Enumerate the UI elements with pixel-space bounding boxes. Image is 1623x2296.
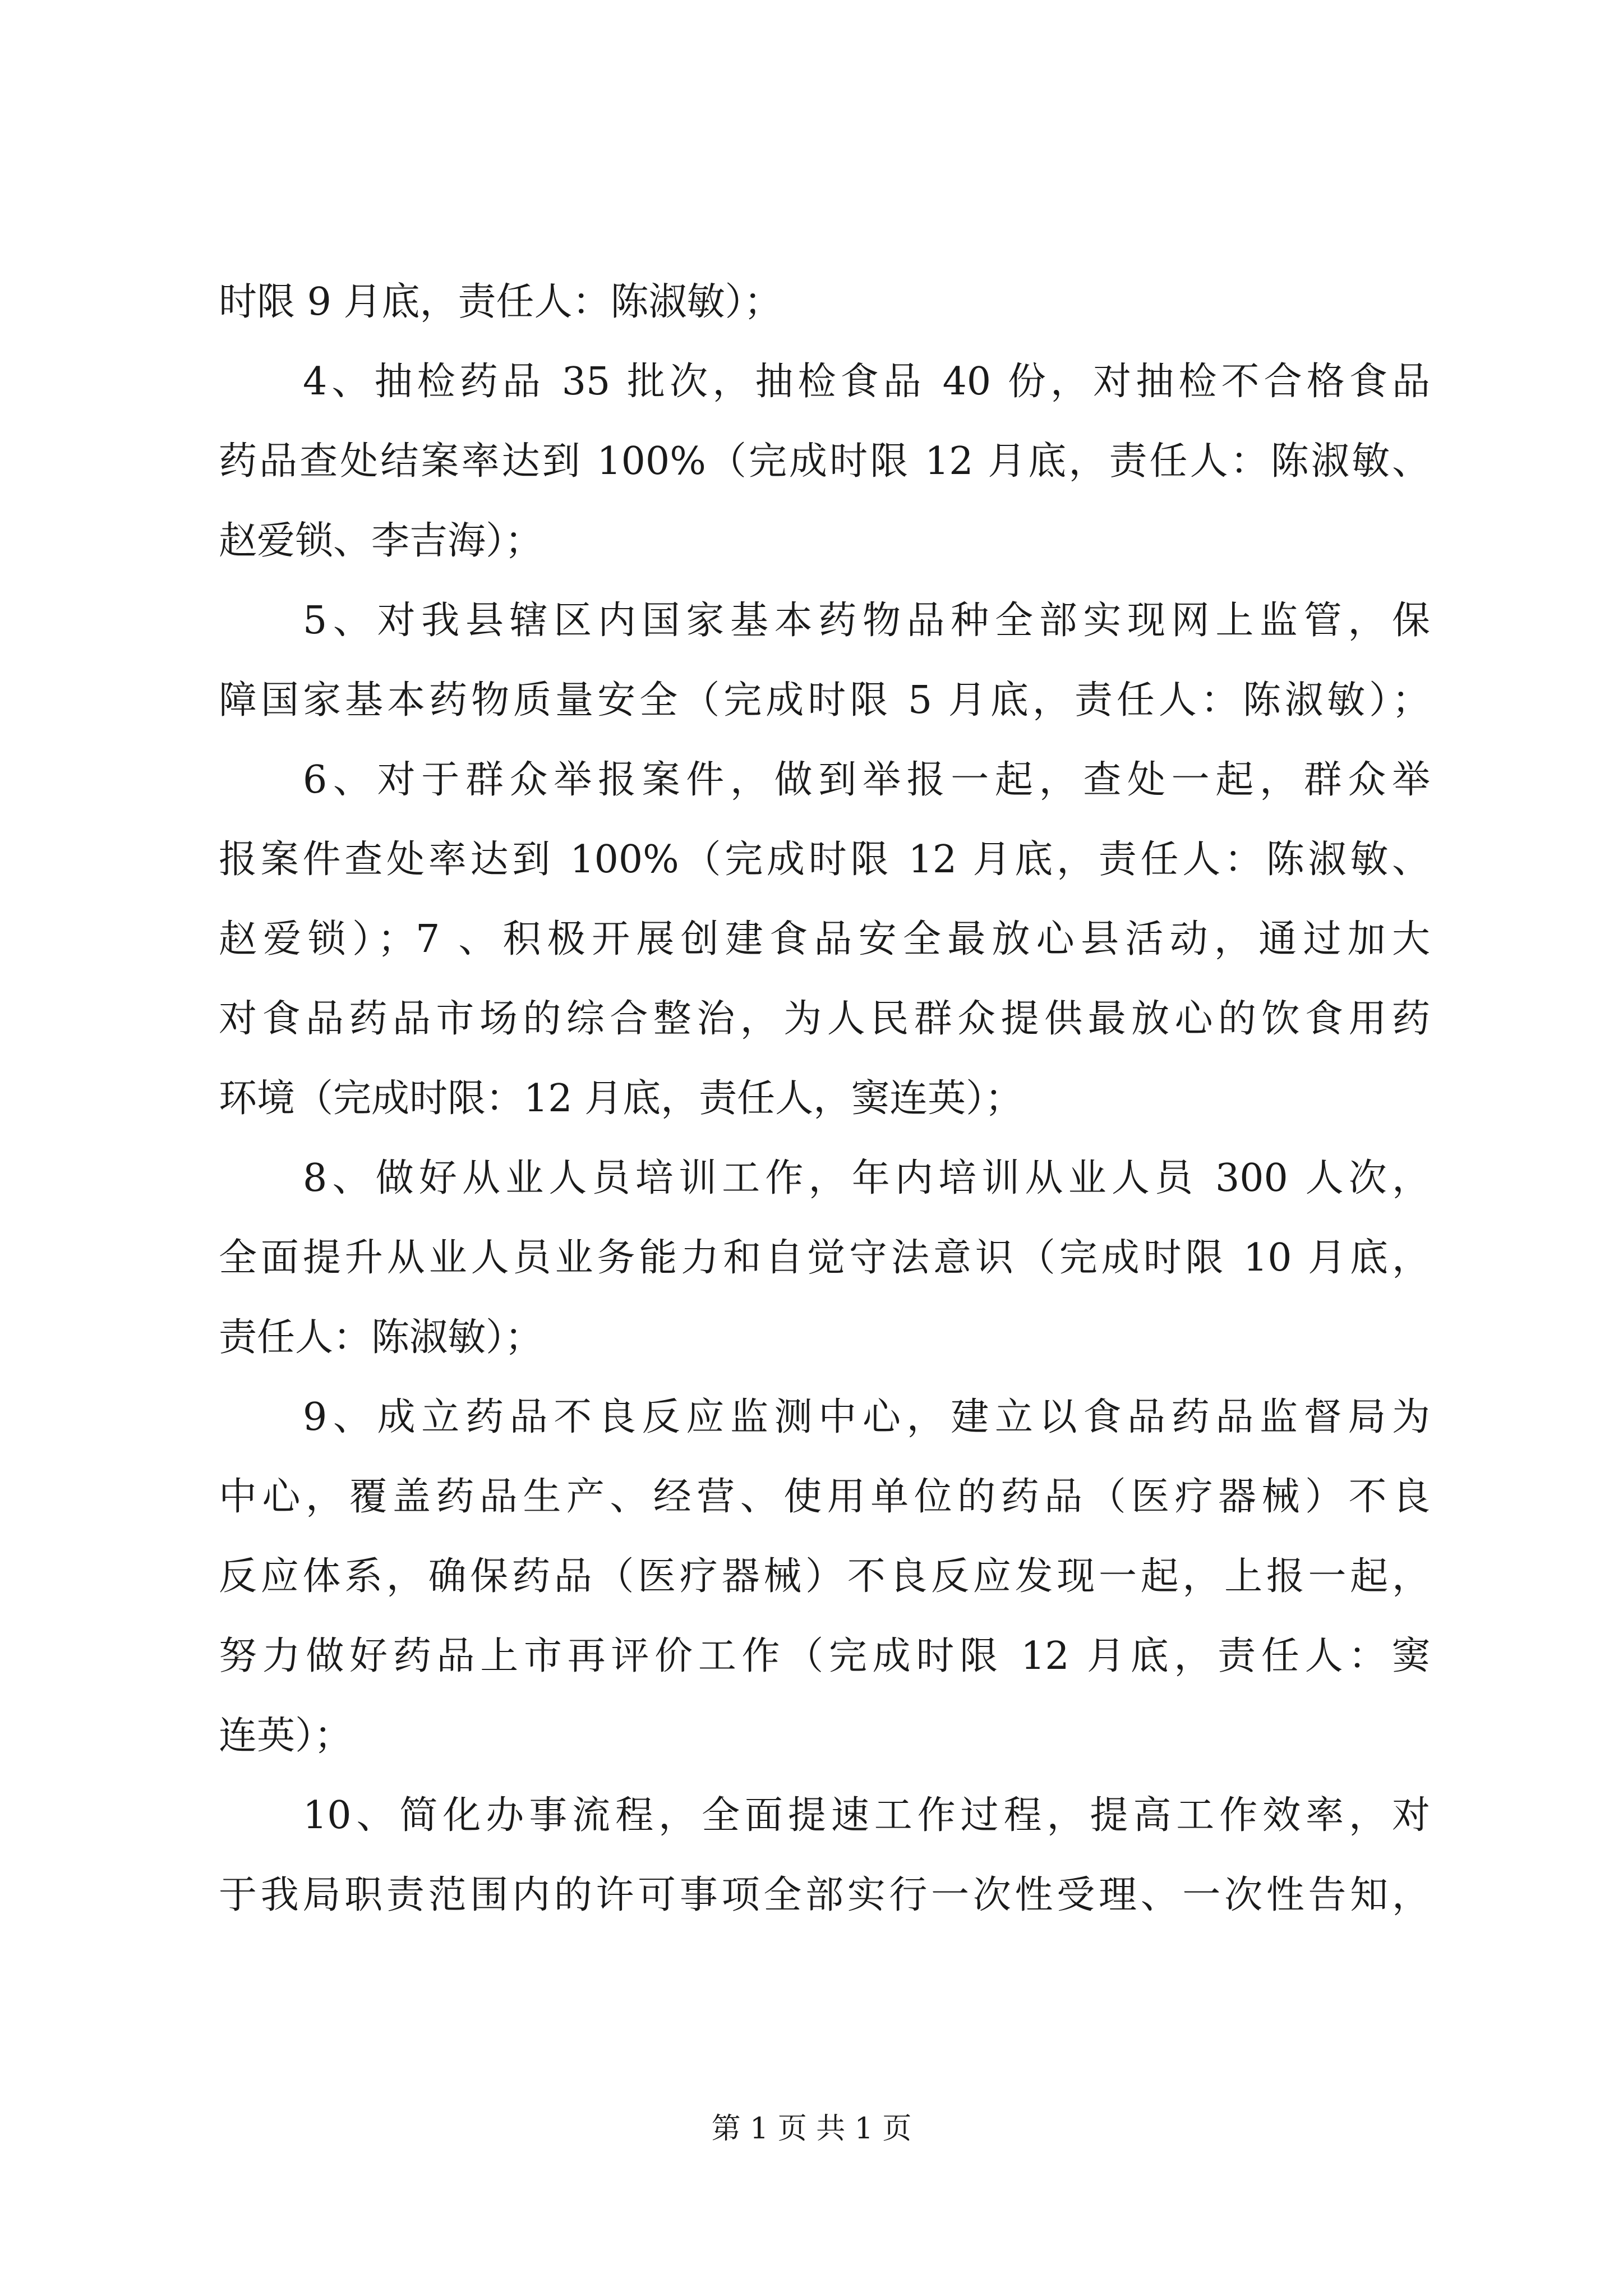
text-line: 9、成立药品不良反应监测中心，建立以食品药品监督局为 (303, 1395, 1430, 1439)
text-line: 全面提升从业人员业务能力和自觉守法意识（完成时限 10 月底， (219, 1236, 1430, 1280)
page-footer: 第 1 页 共 1 页 (711, 2112, 912, 2146)
text-line: 赵爱锁）；7 、积极开展创建食品安全最放心县活动，通过加大 (219, 917, 1430, 961)
text-line: 8、做好从业人员培训工作，年内培训从业人员 300 人次， (303, 1156, 1430, 1200)
text-line: 10、简化办事流程，全面提速工作过程，提高工作效率，对 (303, 1793, 1430, 1838)
text-line: 报案件查处率达到 100%（完成时限 12 月底，责任人：陈淑敏、 (219, 838, 1430, 882)
text-line: 5、对我县辖区内国家基本药物品种全部实现网上监管，保 (303, 599, 1430, 643)
text-line: 反应体系，确保药品（医疗器械）不良反应发现一起，上报一起， (219, 1554, 1430, 1599)
text-line: 对食品药品市场的综合整治，为人民群众提供最放心的饮食用药 (219, 997, 1430, 1041)
document-body (219, 263, 1430, 1935)
text-line: 于我局职责范围内的许可事项全部实行一次性受理、一次性告知， (219, 1873, 1430, 1917)
text-line: 赵爱锁、李吉海）； (219, 519, 543, 563)
text-line: 努力做好药品上市再评价工作（完成时限 12 月底，责任人：窦 (219, 1634, 1430, 1678)
text-line: 时限 9 月底，责任人：陈淑敏）； (219, 280, 782, 324)
text-line: 4、抽检药品 35 批次，抽检食品 40 份，对抽检不合格食品 (303, 360, 1430, 404)
text-line: 6、对于群众举报案件，做到举报一起，查处一起，群众举 (303, 758, 1430, 802)
text-line: 中心，覆盖药品生产、经营、使用单位的药品（医疗器械）不良 (219, 1475, 1430, 1519)
text-line: 药品查处结案率达到 100%（完成时限 12 月底，责任人：陈淑敏、 (219, 439, 1430, 484)
text-line: 责任人：陈淑敏）； (219, 1315, 543, 1360)
text-line: 连英）； (219, 1714, 353, 1758)
text-line: 障国家基本药物质量安全（完成时限 5 月底，责任人：陈淑敏）； (219, 678, 1430, 723)
text-line: 环境（完成时限：12 月底，责任人，窦连英）； (219, 1076, 1023, 1121)
